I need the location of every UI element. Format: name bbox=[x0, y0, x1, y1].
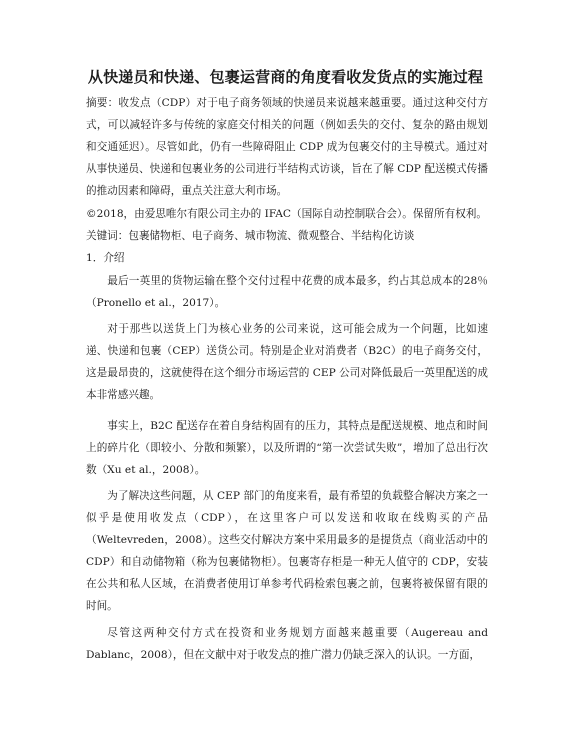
abstract: 摘要：收发点（CDP）对于电子商务领域的快递员来说越来越重要。通过这种交付方式，可以减轻许多与传统的家庭交付相关的问题（例如丢失的交付、复杂的路由规划和交通延迟）。尽管如此，仍有一些障碍阻止 CDP 成为包裹交付的主导模式。通过对从事快递员、快递和包裹业务的公司进行半结构式访谈，旨在了解 CDP 配送模式传播的推动因素和障碍，重点关注意大利市场。 bbox=[86, 97, 488, 197]
body-paragraph: 事实上，B2C 配送存在着自身结构固有的压力，其特点是配送规模、地点和时间上的碎片化（即较小、分散和频繁），以及所谓的“第一次尝试失败”，增加了总出行次数（Xu et al.，2008）。 bbox=[86, 420, 488, 476]
body-paragraph: 对于那些以送货上门为核心业务的公司来说，这可能会成为一个问题，比如速递、快递和包裹（CEP）送货公司。特别是企业对消费者（B2C）的电子商务交付，这是最昂贵的，这就使得在这个细分市场运营的 CEP 公司对降低最后一英里配送的成本非常感兴趣。 bbox=[86, 323, 488, 401]
section-heading: 1．介绍 bbox=[86, 252, 125, 264]
body-paragraph: 尽管这两种交付方式在投资和业务规划方面越来越重要（Augereau and Dablanc，2008），但在文献中对于收发点的推广潜力仍缺乏深入的认识。一方面， bbox=[86, 627, 488, 661]
copyright-notice: ©2018，由爱思唯尔有限公司主办的 IFAC（国际自动控制联合会）。保留所有权利。 bbox=[86, 208, 487, 220]
body-paragraph: 为了解决这些问题，从 CEP 部门的角度来看，最有希望的负载整合解决方案之一似乎是使用收发点（CDP），在这里客户可以发送和收取在线购买的产品（Weltevreden，2008）。这些交付解决方案中采用最多的是提货点（商业活动中的 CDP）和自动储物箱（称为包裹储物柜）。包裹寄存柜是一种无人值守的 CDP，安装在公共和私人区域，在消费者使用订单参考代码检索包裹之前，包裹将被保留有限的时间。 bbox=[86, 490, 488, 612]
keywords: 关键词：包裹储物柜、电子商务、城市物流、微观整合、半结构化访谈 bbox=[86, 230, 415, 242]
body-paragraph: 最后一英里的货物运输在整个交付过程中花费的成本最多，约占其总成本的28％（Pronello et al.，2017）。 bbox=[86, 275, 488, 309]
paper-title: 从快递员和快递、包裹运营商的角度看收发货点的实施过程 bbox=[87, 68, 484, 86]
